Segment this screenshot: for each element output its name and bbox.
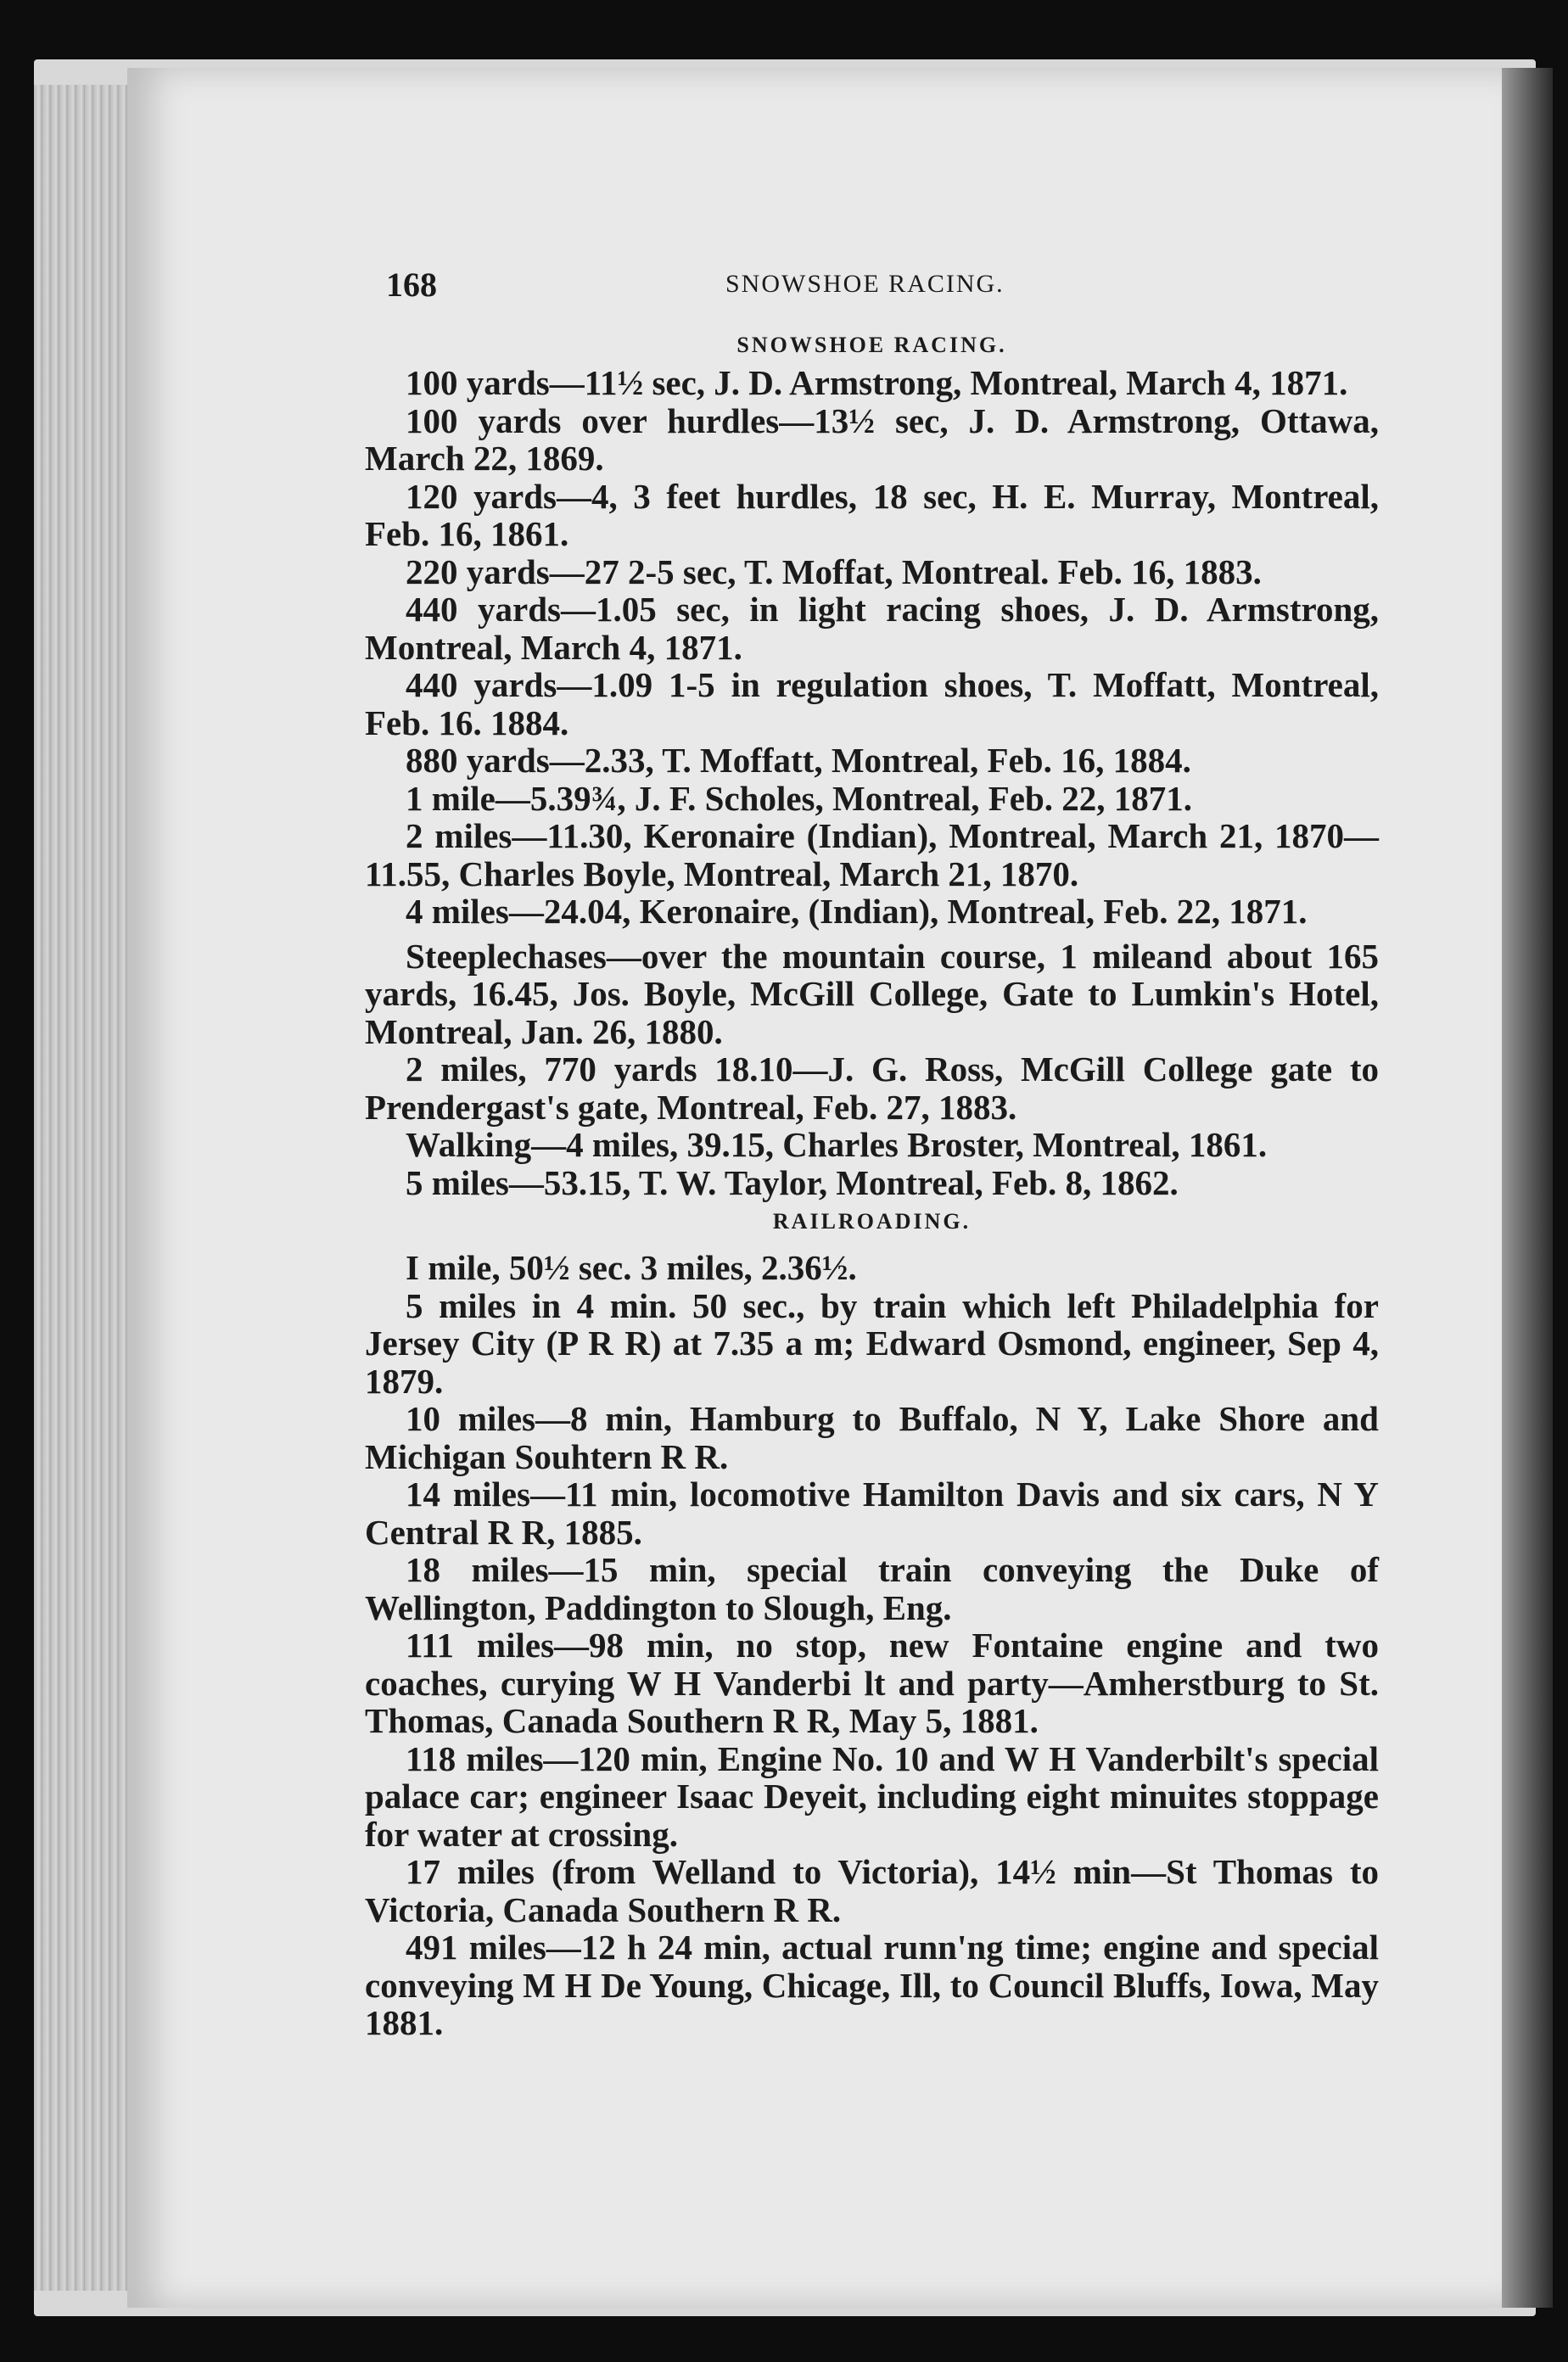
record-entry: 220 yards—27 2-5 sec, T. Moffat, Montreal. Feb. 16, 1883. xyxy=(406,551,1262,591)
record-entry: 100 yards—11½ sec, J. D. Armstrong, Montreal, March 4, 1871. xyxy=(406,363,1348,402)
record-entry: 4 miles—24.04, Keronaire, (Indian), Montreal, Feb. 22, 1871. xyxy=(406,892,1308,931)
record-entry: 111 miles—98 min, no stop, new Fontaine engine and two coaches, curying W H Vanderbi lt and party—Amherstburg to St. Thomas, Canada Southern R R, May 5, 1881. xyxy=(365,1626,1379,1740)
section-title-railroading: RAILROADING. xyxy=(772,1209,972,1234)
record-entry: 5 miles—53.15, T. W. Taylor, Montreal, Feb. 8, 1862. xyxy=(406,1162,1179,1202)
record-entry: 491 miles—12 h 24 min, actual runn'ng time; engine and special conveying M H De Young, Chicage, Ill, to Council Bluffs, Iowa, May 1881. xyxy=(365,1928,1379,2042)
record-entry: 10 miles—8 min, Hamburg to Buffalo, N Y, Lake Shore and Michigan Souhtern R R. xyxy=(365,1399,1379,1476)
record-entry: I mile, 50½ sec. 3 miles, 2.36½. xyxy=(406,1248,857,1287)
page-header xyxy=(386,265,1387,316)
record-entry: 1 mile—5.39¾, J. F. Scholes, Montreal, Feb. 22, 1871. xyxy=(406,778,1193,818)
record-entry: 17 miles (from Welland to Victoria), 14½ min—St Thomas to Victoria, Canada Southern R R. xyxy=(365,1852,1379,1929)
record-entry: 2 miles—11.30, Keronaire (Indian), Montreal, March 21, 1870—11.55, Charles Boyle, Montreal, March 21, 1870. xyxy=(365,816,1379,893)
record-entry: 5 miles in 4 min. 50 sec., by train which left Philadelphia for Jersey City (P R R) at 7.35 a m; Edward Osmond, engineer, Sep 4, 1879. xyxy=(365,1285,1379,1401)
record-entry: 118 miles—120 min, Engine No. 10 and W H Vanderbilt's special palace car; engineer Isaac Deyeit, including eight minuites stoppage for water at crossing. xyxy=(365,1738,1379,1854)
record-entry: 880 yards—2.33, T. Moffatt, Montreal, Feb. 16, 1884. xyxy=(406,741,1191,780)
record-entry: 100 yards over hurdles—13½ sec, J. D. Armstrong, Ottawa, March 22, 1869. xyxy=(365,400,1379,478)
record-entry: Steeplechases—over the mountain course, 1 mileand about 165 yards, 16.45, Jos. Boyle, McGill College, Gate to Lumkin's Hotel, Montreal, Jan. 26, 1880. xyxy=(365,936,1379,1051)
record-entry: 18 miles—15 min, special train conveying the Duke of Wellington, Paddington to Slough, Eng. xyxy=(365,1550,1379,1627)
record-entry: 2 miles, 770 yards 18.10—J. G. Ross, McGill College gate to Prendergast's gate, Montreal, Feb. 27, 1883. xyxy=(365,1049,1379,1127)
page-edges xyxy=(34,85,127,2291)
page-content xyxy=(365,327,1379,2042)
record-entry: 120 yards—4, 3 feet hurdles, 18 sec, H. E. Murray, Montreal, Feb. 16, 1861. xyxy=(365,476,1379,553)
running-head: SNOWSHOE RACING. xyxy=(725,270,1005,298)
gutter-shadow xyxy=(1502,68,1553,2308)
record-entry: 440 yards—1.05 sec, in light racing shoes, J. D. Armstrong, Montreal, March 4, 1871. xyxy=(365,590,1379,667)
record-entry: 440 yards—1.09 1-5 in regulation shoes, T. Moffatt, Montreal, Feb. 16. 1884. xyxy=(365,665,1379,742)
page-number: 168 xyxy=(386,266,437,304)
record-entry: Walking—4 miles, 39.15, Charles Broster, Montreal, 1861. xyxy=(406,1125,1268,1164)
record-entry: 14 miles—11 min, locomotive Hamilton Davis and six cars, N Y Central R R, 1885. xyxy=(365,1475,1379,1552)
section-title-snowshoe: SNOWSHOE RACING. xyxy=(736,333,1007,357)
